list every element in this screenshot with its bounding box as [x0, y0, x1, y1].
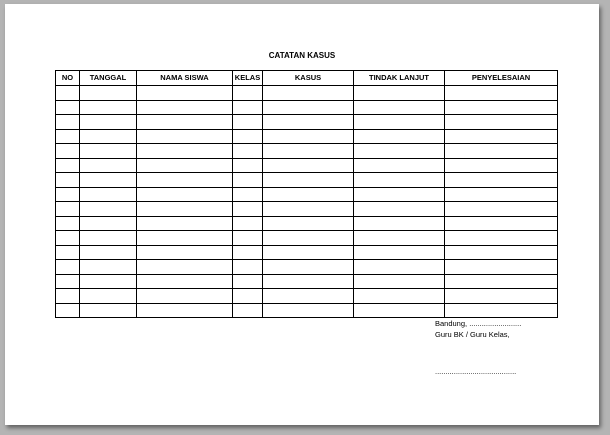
table-cell — [445, 274, 558, 289]
table-cell — [263, 129, 354, 144]
table-row — [56, 274, 558, 289]
table-cell — [445, 173, 558, 188]
table-cell — [137, 245, 233, 260]
table-cell — [137, 144, 233, 159]
table-cell — [80, 216, 137, 231]
table-cell — [80, 100, 137, 115]
table-cell — [80, 260, 137, 275]
table-cell — [56, 231, 80, 246]
signature-block — [435, 318, 521, 340]
table-cell — [56, 86, 80, 101]
table-cell — [80, 187, 137, 202]
table-cell — [233, 202, 263, 217]
table-cell — [137, 202, 233, 217]
table-cell — [233, 144, 263, 159]
table-cell — [445, 86, 558, 101]
table-cell — [354, 245, 445, 260]
signature-place-date: Bandung, ......................... — [435, 319, 522, 328]
table-cell — [233, 245, 263, 260]
table-row — [56, 173, 558, 188]
table-cell — [233, 86, 263, 101]
table-cell — [263, 231, 354, 246]
signature-name-line: ....................................... — [435, 367, 517, 376]
table-cell — [445, 231, 558, 246]
table-cell — [354, 187, 445, 202]
table-cell — [56, 187, 80, 202]
table-cell — [80, 202, 137, 217]
table-cell — [354, 274, 445, 289]
table-row — [56, 245, 558, 260]
table-cell — [263, 202, 354, 217]
table-cell — [80, 274, 137, 289]
table-row — [56, 86, 558, 101]
table-row — [56, 187, 558, 202]
table-row — [56, 289, 558, 304]
column-header-kasus: KASUS — [263, 71, 354, 86]
table-cell — [137, 158, 233, 173]
table-cell — [354, 100, 445, 115]
table-cell — [445, 216, 558, 231]
table-cell — [233, 100, 263, 115]
table-cell — [56, 245, 80, 260]
table-cell — [233, 115, 263, 130]
table-cell — [233, 129, 263, 144]
table-cell — [445, 187, 558, 202]
table-cell — [263, 303, 354, 318]
document-title: CATATAN KASUS — [268, 51, 336, 60]
table-cell — [445, 115, 558, 130]
table-cell — [354, 144, 445, 159]
table-cell — [354, 115, 445, 130]
table-cell — [233, 216, 263, 231]
table-cell — [137, 100, 233, 115]
table-cell — [137, 289, 233, 304]
table-cell — [56, 303, 80, 318]
table-cell — [56, 144, 80, 159]
table-cell — [354, 231, 445, 246]
table-cell — [445, 144, 558, 159]
column-header-penyelesaian: PENYELESAIAN — [445, 71, 558, 86]
table-cell — [354, 86, 445, 101]
table-cell — [354, 260, 445, 275]
table-cell — [56, 216, 80, 231]
table-row — [56, 216, 558, 231]
document-page — [5, 4, 599, 425]
table-cell — [56, 173, 80, 188]
table-cell — [137, 274, 233, 289]
table-cell — [445, 245, 558, 260]
table-cell — [80, 289, 137, 304]
table-cell — [137, 129, 233, 144]
table-cell — [354, 202, 445, 217]
table-cell — [137, 115, 233, 130]
table-row — [56, 115, 558, 130]
table-cell — [56, 158, 80, 173]
table-body — [56, 86, 558, 318]
table-cell — [233, 158, 263, 173]
table-cell — [233, 187, 263, 202]
table-cell — [56, 202, 80, 217]
table-cell — [263, 274, 354, 289]
table-cell — [233, 173, 263, 188]
table-cell — [80, 86, 137, 101]
column-header-tindak-lanjut: TINDAK LANJUT — [354, 71, 445, 86]
table-cell — [354, 173, 445, 188]
table-cell — [445, 158, 558, 173]
column-header-tanggal: TANGGAL — [80, 71, 137, 86]
table-cell — [56, 129, 80, 144]
table-cell — [354, 289, 445, 304]
table-cell — [80, 158, 137, 173]
table-row — [56, 202, 558, 217]
table-cell — [137, 260, 233, 275]
table-cell — [80, 115, 137, 130]
table-cell — [56, 289, 80, 304]
table-cell — [137, 303, 233, 318]
table-cell — [80, 245, 137, 260]
table-cell — [263, 100, 354, 115]
table-row — [56, 158, 558, 173]
column-header-no: NO — [56, 71, 80, 86]
table-cell — [56, 260, 80, 275]
table-cell — [263, 289, 354, 304]
table-cell — [137, 187, 233, 202]
table-row — [56, 303, 558, 318]
table-header-row — [56, 71, 558, 86]
table-row — [56, 100, 558, 115]
table-cell — [354, 158, 445, 173]
table-row — [56, 260, 558, 275]
table-row — [56, 129, 558, 144]
table-cell — [263, 260, 354, 275]
table-cell — [445, 260, 558, 275]
table-cell — [80, 303, 137, 318]
table-cell — [263, 173, 354, 188]
table-row — [56, 144, 558, 159]
table-cell — [56, 100, 80, 115]
table-cell — [263, 86, 354, 101]
table-cell — [263, 158, 354, 173]
table-cell — [137, 173, 233, 188]
table-cell — [233, 231, 263, 246]
table-cell — [354, 129, 445, 144]
table-row — [56, 231, 558, 246]
table-cell — [80, 173, 137, 188]
table-cell — [56, 115, 80, 130]
table-cell — [354, 303, 445, 318]
table-cell — [445, 289, 558, 304]
table-cell — [233, 303, 263, 318]
table-cell — [56, 274, 80, 289]
table-cell — [263, 245, 354, 260]
table-cell — [445, 129, 558, 144]
table-cell — [445, 100, 558, 115]
table-cell — [80, 231, 137, 246]
table-cell — [80, 129, 137, 144]
table-cell — [137, 216, 233, 231]
table-cell — [354, 216, 445, 231]
table-cell — [263, 144, 354, 159]
table-cell — [233, 260, 263, 275]
case-record-table — [55, 70, 558, 318]
column-header-nama-siswa: NAMA SISWA — [137, 71, 233, 86]
table-cell — [233, 274, 263, 289]
table-cell — [445, 303, 558, 318]
table-cell — [263, 115, 354, 130]
table-cell — [263, 216, 354, 231]
table-cell — [137, 231, 233, 246]
column-header-kelas: KELAS — [233, 71, 263, 86]
table-cell — [80, 144, 137, 159]
table-cell — [445, 202, 558, 217]
table-cell — [137, 86, 233, 101]
table-cell — [233, 289, 263, 304]
table-cell — [263, 187, 354, 202]
signature-role: Guru BK / Guru Kelas, — [435, 330, 510, 339]
